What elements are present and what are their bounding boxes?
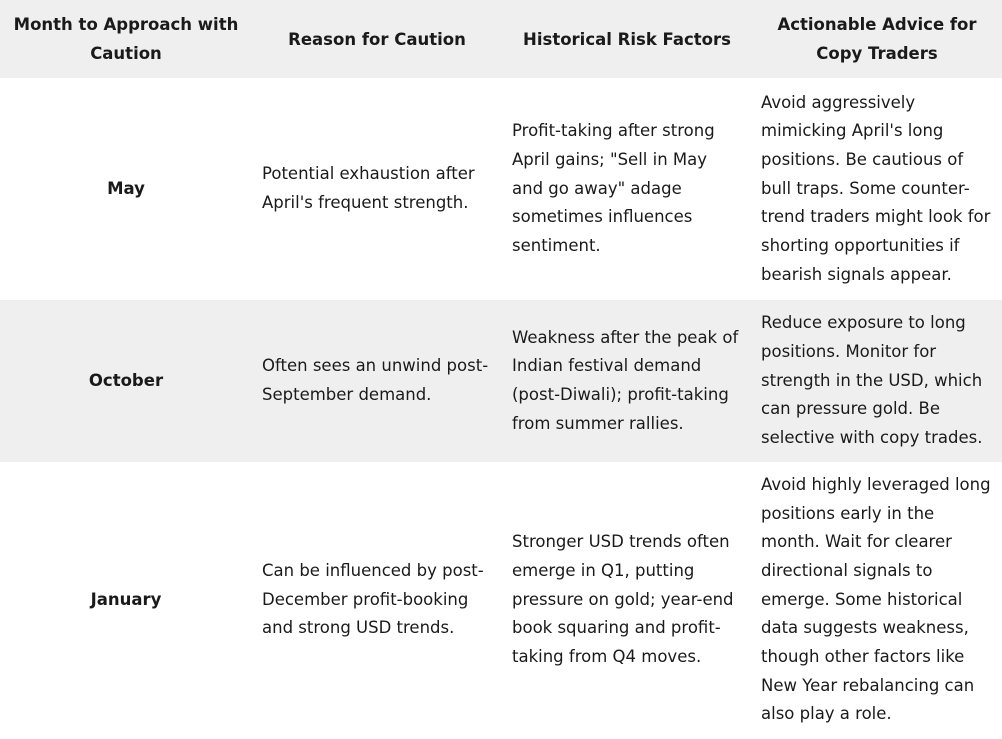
- month-cell: January: [90, 589, 162, 609]
- risk-cell: Weakness after the peak of Indian festival demand (post-Diwali); profit-taking from summer rallies.: [502, 300, 752, 462]
- risk-cell: Profit-taking after strong April gains; "Sell in May and go away" adage sometimes influences sentiment.: [512, 121, 715, 256]
- header-risk-factors: Historical Risk Factors: [502, 0, 752, 78]
- table-body: [0, 78, 1002, 738]
- reason-cell: Can be influenced by post-December profit-booking and strong USD trends.: [262, 560, 484, 638]
- advice-cell: Avoid highly leveraged long positions early in the month. Wait for clearer directional signals to emerge. Some historical data suggests weakness, though other factors like New Year rebalancing can also play a role.: [761, 474, 991, 724]
- header-advice: Actionable Advice for Copy Traders: [752, 0, 1002, 78]
- header-month: Month to Approach with Caution: [0, 0, 252, 78]
- header-reason: Reason for Caution: [252, 0, 502, 78]
- advice-cell: Reduce exposure to long positions. Monitor for strength in the USD, which can pressure gold. Be selective with copy trades.: [752, 300, 1002, 462]
- risk-cell: Stronger USD trends often emerge in Q1, putting pressure on gold; year-end book squaring and profit-taking from Q4 moves.: [512, 532, 734, 667]
- table-header: [0, 0, 1002, 78]
- month-cell: October: [0, 300, 252, 462]
- header-row: [0, 0, 1002, 78]
- reason-cell: Often sees an unwind post-September demand.: [252, 300, 502, 462]
- table-row: [0, 78, 1002, 300]
- reason-cell: Potential exhaustion after April's frequent strength.: [262, 164, 475, 212]
- table-row: [0, 300, 1002, 462]
- table-row: [0, 462, 1002, 738]
- advice-cell: Avoid aggressively mimicking April's long positions. Be cautious of bull traps. Some counter-trend traders might look for shorting opportunities if bearish signals appear.: [761, 92, 991, 284]
- month-cell: May: [107, 178, 145, 198]
